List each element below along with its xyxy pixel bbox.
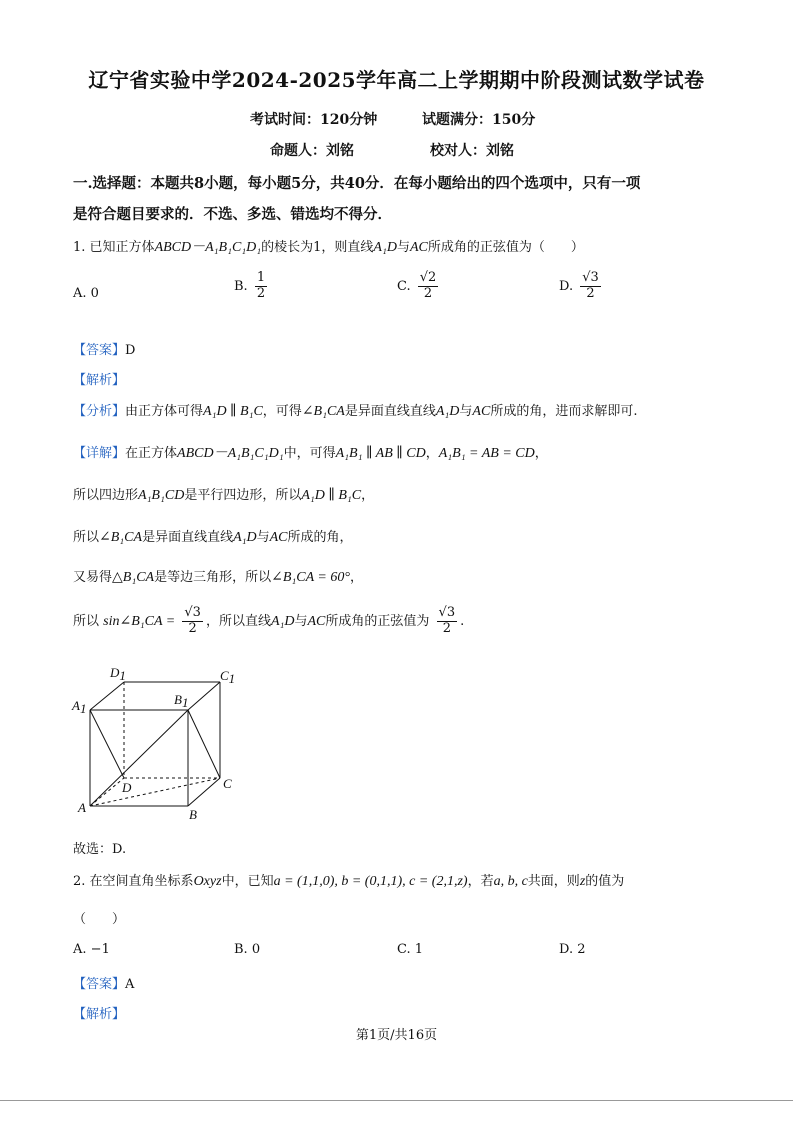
exam-title: 辽宁省实验中学2024-2025学年高二上学期期中阶段测试数学试卷 [88, 68, 705, 92]
text-segment: ， [425, 446, 439, 461]
text-segment: 所成的角，进而求解即可. [490, 404, 638, 419]
q1-xiangjie-body [125, 446, 548, 461]
q1-line-sine: 所以 sin∠B₁CA = $\frac{√3}{2}$ ，所以直线A₁D与AC所成角的正弦值为 $\frac{√3}{2}$ . [73, 605, 465, 636]
q2-option-c: C. 1 [397, 942, 424, 957]
text-segment: 是异面直线直线 [344, 404, 436, 419]
q1-line-ac: AC [409, 240, 428, 255]
q1-option-b-fraction: $\frac{1}{2}$ [256, 270, 266, 301]
diag-ab1 [90, 710, 188, 806]
q2-option-a: A. −1 [73, 942, 110, 957]
diag-b1c [188, 710, 220, 778]
q1-analysis-tag: 【解析】 [73, 373, 126, 388]
label-a: A [78, 800, 86, 815]
q1-number: 1. [73, 240, 86, 255]
q1-fenxi-body [125, 404, 637, 419]
q1-conclusion: 故选：D. [73, 842, 127, 857]
math-segment: A₁B₁ ∥ AB ∥ CD [335, 446, 426, 461]
section-heading-line1: 一.选择题：本题共8小题，每小题5分，共40分．在每小题给出的四个选项中，只有一项 [73, 175, 641, 192]
q1-option-c: C. $\frac{√2}{2}$ [397, 270, 437, 301]
q1-fenxi: 【分析】由正方体可得A₁D ∥ B₁C，可得∠B₁CA是异面直线直线A₁D与AC所成的角，进而求解即可. [73, 404, 638, 419]
q2-option-b: B. 0 [234, 942, 261, 957]
q2-answer: 【答案】A [73, 977, 135, 992]
bottom-divider [0, 1100, 793, 1101]
text-segment: 与 [459, 404, 473, 419]
q2-option-d: D. 2 [559, 942, 586, 957]
q2-system: Oxyz [193, 874, 222, 889]
q1-line-equilateral [73, 566, 363, 586]
q1-line-a1d: A₁D [373, 240, 397, 255]
q2-paren: （ ） [73, 912, 126, 927]
q2-analysis-tag: 【解析】 [73, 1007, 126, 1022]
text-segment: ， [361, 488, 375, 503]
edge-a1d1 [90, 682, 124, 710]
author: 命题人：刘铭 [270, 143, 354, 159]
math-segment: A₁B₁CD [138, 488, 185, 503]
math-segment: AC [472, 404, 491, 419]
text-segment: ， [349, 570, 363, 585]
edge-bc [188, 778, 220, 806]
math-segment: ∠B₁CA [301, 404, 345, 419]
q1-option-b: B. $\frac{1}{2}$ [234, 270, 266, 301]
sine-fraction-2: $\frac{√3}{2}$ [438, 605, 456, 636]
sine-fraction: $\frac{√3}{2}$ [184, 605, 201, 636]
sine-expression: sin∠B₁CA = [103, 613, 176, 629]
full-score: 试题满分：150分 [422, 112, 536, 128]
q1-line-angle [73, 526, 353, 546]
math-segment: ABCD－A₁B₁C₁D₁ [177, 446, 284, 461]
q2-cond: a, b, c [493, 874, 528, 889]
q1-option-d: D. $\frac{√3}{2}$ [559, 270, 599, 301]
text-segment: 又易得 [73, 570, 113, 585]
label-c1: C1 [220, 668, 236, 686]
text-segment: 所以四边形 [73, 488, 139, 503]
section-heading-line2: 是符合题目要求的．不选、多选、错选均不得分． [73, 206, 392, 223]
label-c: C [223, 776, 232, 791]
page-footer: 第1页/共16页 [355, 1028, 438, 1043]
q1-cube-name: ABCD－A₁B₁C₁D₁ [154, 240, 262, 255]
q1-stem-c: 与 [396, 240, 410, 255]
q1-option-a: A. 0 [73, 286, 99, 301]
q1-option-c-fraction: $\frac{√2}{2}$ [419, 270, 437, 301]
label-a1: A1 [72, 698, 87, 716]
text-segment: 是异面直线直线 [142, 530, 234, 545]
math-segment: A₁B₁ = AB = CD [438, 446, 535, 461]
math-segment: ∠B₁CA [99, 530, 143, 545]
q1-stem-b: 的棱长为1，则直线 [261, 240, 374, 255]
label-b1: B1 [174, 692, 189, 710]
q1-stem-a: 已知正方体 [89, 240, 155, 255]
text-segment: ， [534, 446, 548, 461]
q1-answer [73, 339, 135, 358]
text-segment: 在正方体 [125, 446, 178, 461]
text-segment: 中，可得 [283, 446, 336, 461]
edge-b1c1 [188, 682, 220, 710]
answer-tag: 【答案】 [73, 343, 126, 358]
text-segment: 由正方体可得 [125, 404, 204, 419]
math-segment: △B₁CA [112, 570, 155, 585]
cube-figure [70, 660, 250, 825]
math-segment: A₁D [233, 530, 257, 545]
text-segment: 与 [256, 530, 270, 545]
q1-stem [73, 236, 584, 256]
math-segment: ∠B₁CA = 60° [271, 570, 350, 585]
diag-ac [90, 778, 220, 806]
q1-xiangjie: 【详解】在正方体ABCD－A₁B₁C₁D₁中，可得A₁B₁ ∥ AB ∥ CD，A₁B₁ = AB = CD， [73, 446, 548, 461]
math-segment: A₁D [435, 404, 460, 419]
q1-stem-d: 所成角的正弦值为（ ） [427, 240, 584, 255]
edge-ad [90, 778, 124, 806]
text-segment: 是等边三角形，所以 [154, 570, 272, 585]
q1-line-parallelogram [73, 484, 374, 504]
label-d1: D1 [110, 665, 126, 683]
text-segment: 是平行四边形，所以 [184, 488, 302, 503]
label-d: D [122, 780, 132, 795]
text-segment: 所成的角， [287, 530, 353, 545]
math-segment: A₁D ∥ B₁C [301, 488, 362, 503]
math-segment: AC [269, 530, 288, 545]
exam-time: 考试时间：120分钟 [250, 112, 378, 128]
label-b: B [189, 807, 197, 822]
text-segment: 所以 [73, 530, 100, 545]
proofreader: 校对人：刘铭 [430, 143, 514, 159]
text-segment: ，可得 [262, 404, 302, 419]
answer-value: D [125, 343, 136, 358]
diag-a1d [90, 710, 124, 778]
q2-stem: 2. 在空间直角坐标系Oxyz中，已知a = (1,1,0), b = (0,1,1), c = (2,1,z)，若a, b, c共面，则z的值为 [73, 874, 625, 889]
math-segment: A₁D ∥ B₁C [203, 404, 263, 419]
q2-vectors: a = (1,1,0), b = (0,1,1), c = (2,1,z) [273, 874, 468, 889]
q1-option-d-fraction: $\frac{√3}{2}$ [582, 270, 599, 301]
